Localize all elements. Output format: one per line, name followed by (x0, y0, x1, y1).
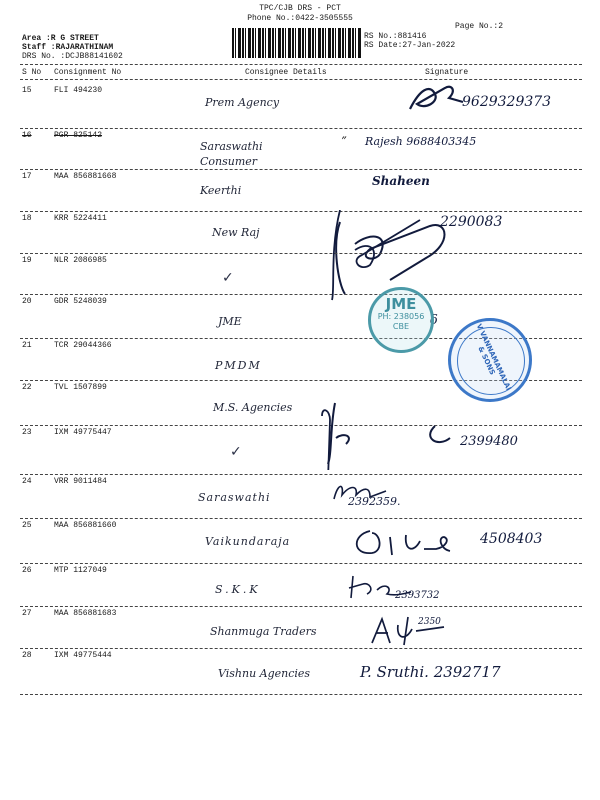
row-consignment-no: MAA 856881668 (54, 172, 117, 181)
row-consignment-no: KRR 5224411 (54, 214, 107, 223)
col-consignment-header: Consignment No (54, 68, 122, 77)
row-signature: 2399480 (460, 434, 518, 449)
check-mark-icon: ✓ (222, 270, 234, 286)
row-consignment-no: TCR 29044366 (54, 341, 112, 350)
divider (20, 64, 582, 65)
divider (20, 648, 582, 649)
col-sno-header: S No (22, 68, 42, 77)
row-signature: 4508403 (480, 531, 543, 547)
row-consignee: Vaikundaraja (205, 535, 291, 548)
signature-initials: δ (430, 313, 438, 328)
stamp-phone: PH: 238056 (377, 312, 425, 321)
row-sno: 26 (22, 566, 32, 575)
drs-number: DRS No. :DCJB88141602 (22, 52, 123, 61)
phone-number: Phone No.:0422-3505555 (247, 14, 353, 23)
stamp-text: V VANNAMAMALAI & SONS (474, 322, 513, 392)
row-sno: 22 (22, 383, 32, 392)
table-row (0, 566, 600, 611)
divider (20, 169, 582, 170)
row-sno: 21 (22, 341, 32, 350)
row-consignee: Vishnu Agencies (218, 667, 311, 680)
row-sno: 23 (22, 428, 32, 437)
row-consignment-no: GDR 5248039 (54, 297, 107, 306)
staff-label: Staff :RAJARATHINAM (22, 43, 114, 52)
rs-number: RS No.:881416 (364, 32, 427, 41)
stamp-title: JME (385, 295, 417, 313)
row-sno: 19 (22, 256, 32, 265)
stamp-city: CBE (392, 322, 410, 331)
company-round-stamp (448, 318, 532, 402)
table-row (0, 86, 600, 131)
row-sno: 15 (22, 86, 32, 95)
page-number: Page No.:2 (455, 22, 504, 31)
row-sno: 20 (22, 297, 32, 306)
signature-scribble (330, 481, 390, 503)
row-consignment-no: IXM 49775447 (54, 428, 112, 437)
row-consignment-no: MTP 1127049 (54, 566, 107, 575)
barcode (232, 28, 362, 58)
table-row (0, 651, 600, 696)
col-consignee-header: Consignee Details (245, 68, 327, 77)
row-signature: 2392359. (348, 495, 401, 508)
row-consignee: Keerthi (200, 184, 242, 197)
row-consignment-no: IXM 49775444 (54, 651, 112, 660)
signature-scribble (345, 572, 415, 602)
row-sno: 28 (22, 651, 32, 660)
divider (20, 563, 582, 564)
table-row (0, 521, 600, 566)
check-mark-icon: ✓ (230, 444, 242, 460)
row-consignment-no: NLR 2086985 (54, 256, 107, 265)
row-sno: 16 (22, 131, 32, 140)
row-consignee: JME (218, 315, 242, 328)
row-sno: 25 (22, 521, 32, 530)
ditto-mark-icon: ″ (340, 135, 349, 151)
row-signature: 2290083 (440, 214, 503, 230)
signature-scribble (350, 525, 480, 559)
row-signature: Shaheen (372, 174, 430, 188)
row-consignee: Saraswathi Consumer (200, 140, 263, 168)
row-consignment-no: TVL 1507899 (54, 383, 107, 392)
divider (20, 128, 582, 129)
signature-scribble (368, 613, 448, 647)
row-sno: 17 (22, 172, 32, 181)
row-consignee: Saraswathi (198, 491, 271, 504)
table-row (0, 477, 600, 522)
rs-date: RS Date:27-Jan-2022 (364, 41, 456, 50)
divider (20, 518, 582, 519)
row-signature: P. Sruthi. 2392717 (360, 663, 501, 681)
row-sno: 24 (22, 477, 32, 486)
row-consignee: Prem Agency (205, 96, 280, 109)
row-signature: 2393732 (395, 590, 440, 601)
divider (20, 474, 582, 475)
row-consignee: New Raj (212, 226, 260, 239)
col-signature-header: Signature (425, 68, 469, 77)
divider (20, 694, 582, 695)
page-title: TPC/CJB DRS - PCT (259, 4, 341, 13)
row-consignment-no: PGR 825142 (54, 131, 103, 140)
row-consignee: PMDM (215, 359, 262, 372)
row-signature: 9629329373 (462, 94, 552, 110)
divider (20, 606, 582, 607)
jme-stamp (368, 287, 434, 353)
row-sno: 18 (22, 214, 32, 223)
row-signature: Rajesh 9688403345 (365, 135, 477, 148)
row-consignee: S.K.K (215, 583, 261, 596)
row-signature: 2350 (418, 617, 441, 627)
row-consignment-no: MAA 856881683 (54, 609, 117, 618)
row-consignment-no: MAA 856881660 (54, 521, 117, 530)
area-label: Area :R G STREET (22, 34, 99, 43)
divider (20, 79, 582, 80)
row-consignee: M.S. Agencies (213, 401, 293, 414)
row-sno: 27 (22, 609, 32, 618)
row-consignment-no: FLI 494230 (54, 86, 103, 95)
row-consignee: Shanmuga Traders (210, 625, 317, 638)
row-consignment-no: VRR 9011484 (54, 477, 107, 486)
signature-scribble (405, 84, 465, 116)
